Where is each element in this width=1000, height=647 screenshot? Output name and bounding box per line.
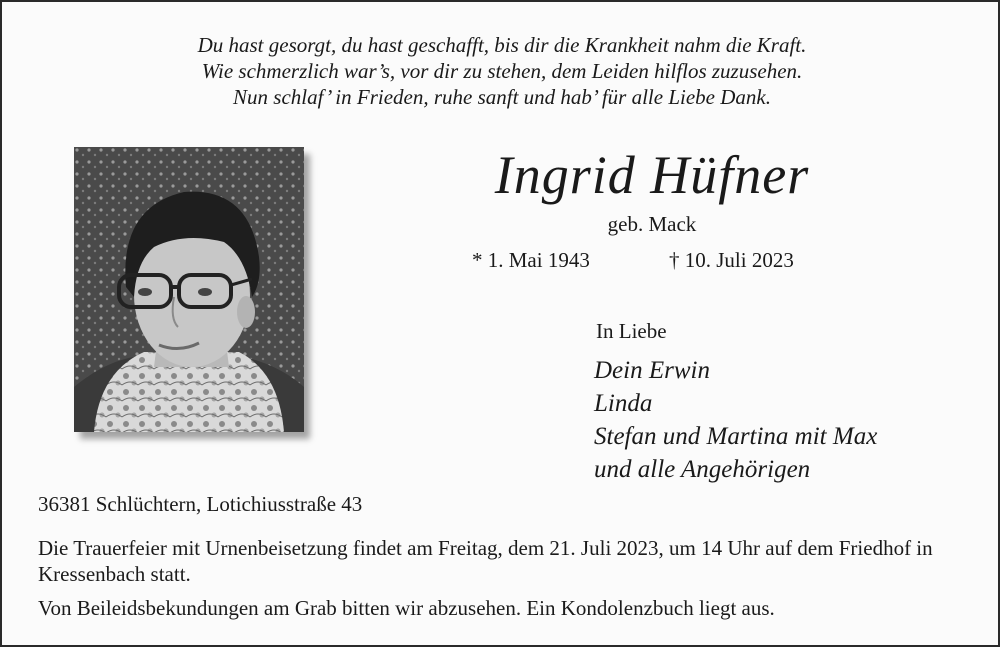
birth-date: * 1. Mai 1943 [472, 248, 590, 272]
maiden-name: geb. Mack [607, 212, 697, 236]
poem-line-3: Nun schlaf’ in Frieden, ruhe sanft und hab’ für alle Liebe Dank. [233, 85, 771, 109]
family-address: 36381 Schlüchtern, Lotichiusstraße 43 [38, 492, 363, 516]
portrait-photo [74, 147, 304, 432]
condolence-notice: Von Beileidsbekundungen am Grab bitten wir abzusehen. Ein Kondolenzbuch liegt aus. [38, 596, 775, 620]
poem-line-2: Wie schmerzlich war’s, vor dir zu stehen, dem Leiden hilflos zuzusehen. [201, 59, 803, 83]
ceremony-notice: Die Trauerfeier mit Urnenbeisetzung findet am Freitag, dem 21. Juli 2023, um 14 Uhr auf dem Friedhof in Kressenbach statt. [38, 536, 933, 586]
death-date: † 10. Juli 2023 [669, 248, 794, 272]
mourner-line: Linda [594, 390, 653, 417]
mourners-intro: In Liebe [596, 319, 667, 343]
mourners-list [594, 354, 877, 486]
mourner-line: Stefan und Martina mit Max [594, 423, 878, 450]
mourner-line: Dein Erwin [594, 357, 710, 384]
mourner-line: und alle Angehörigen [594, 456, 811, 483]
poem [2, 32, 1000, 110]
deceased-name: Ingrid Hüfner [494, 145, 810, 205]
poem-line-1: Du hast gesorgt, du hast geschafft, bis dir die Krankheit nahm die Kraft. [197, 33, 807, 57]
